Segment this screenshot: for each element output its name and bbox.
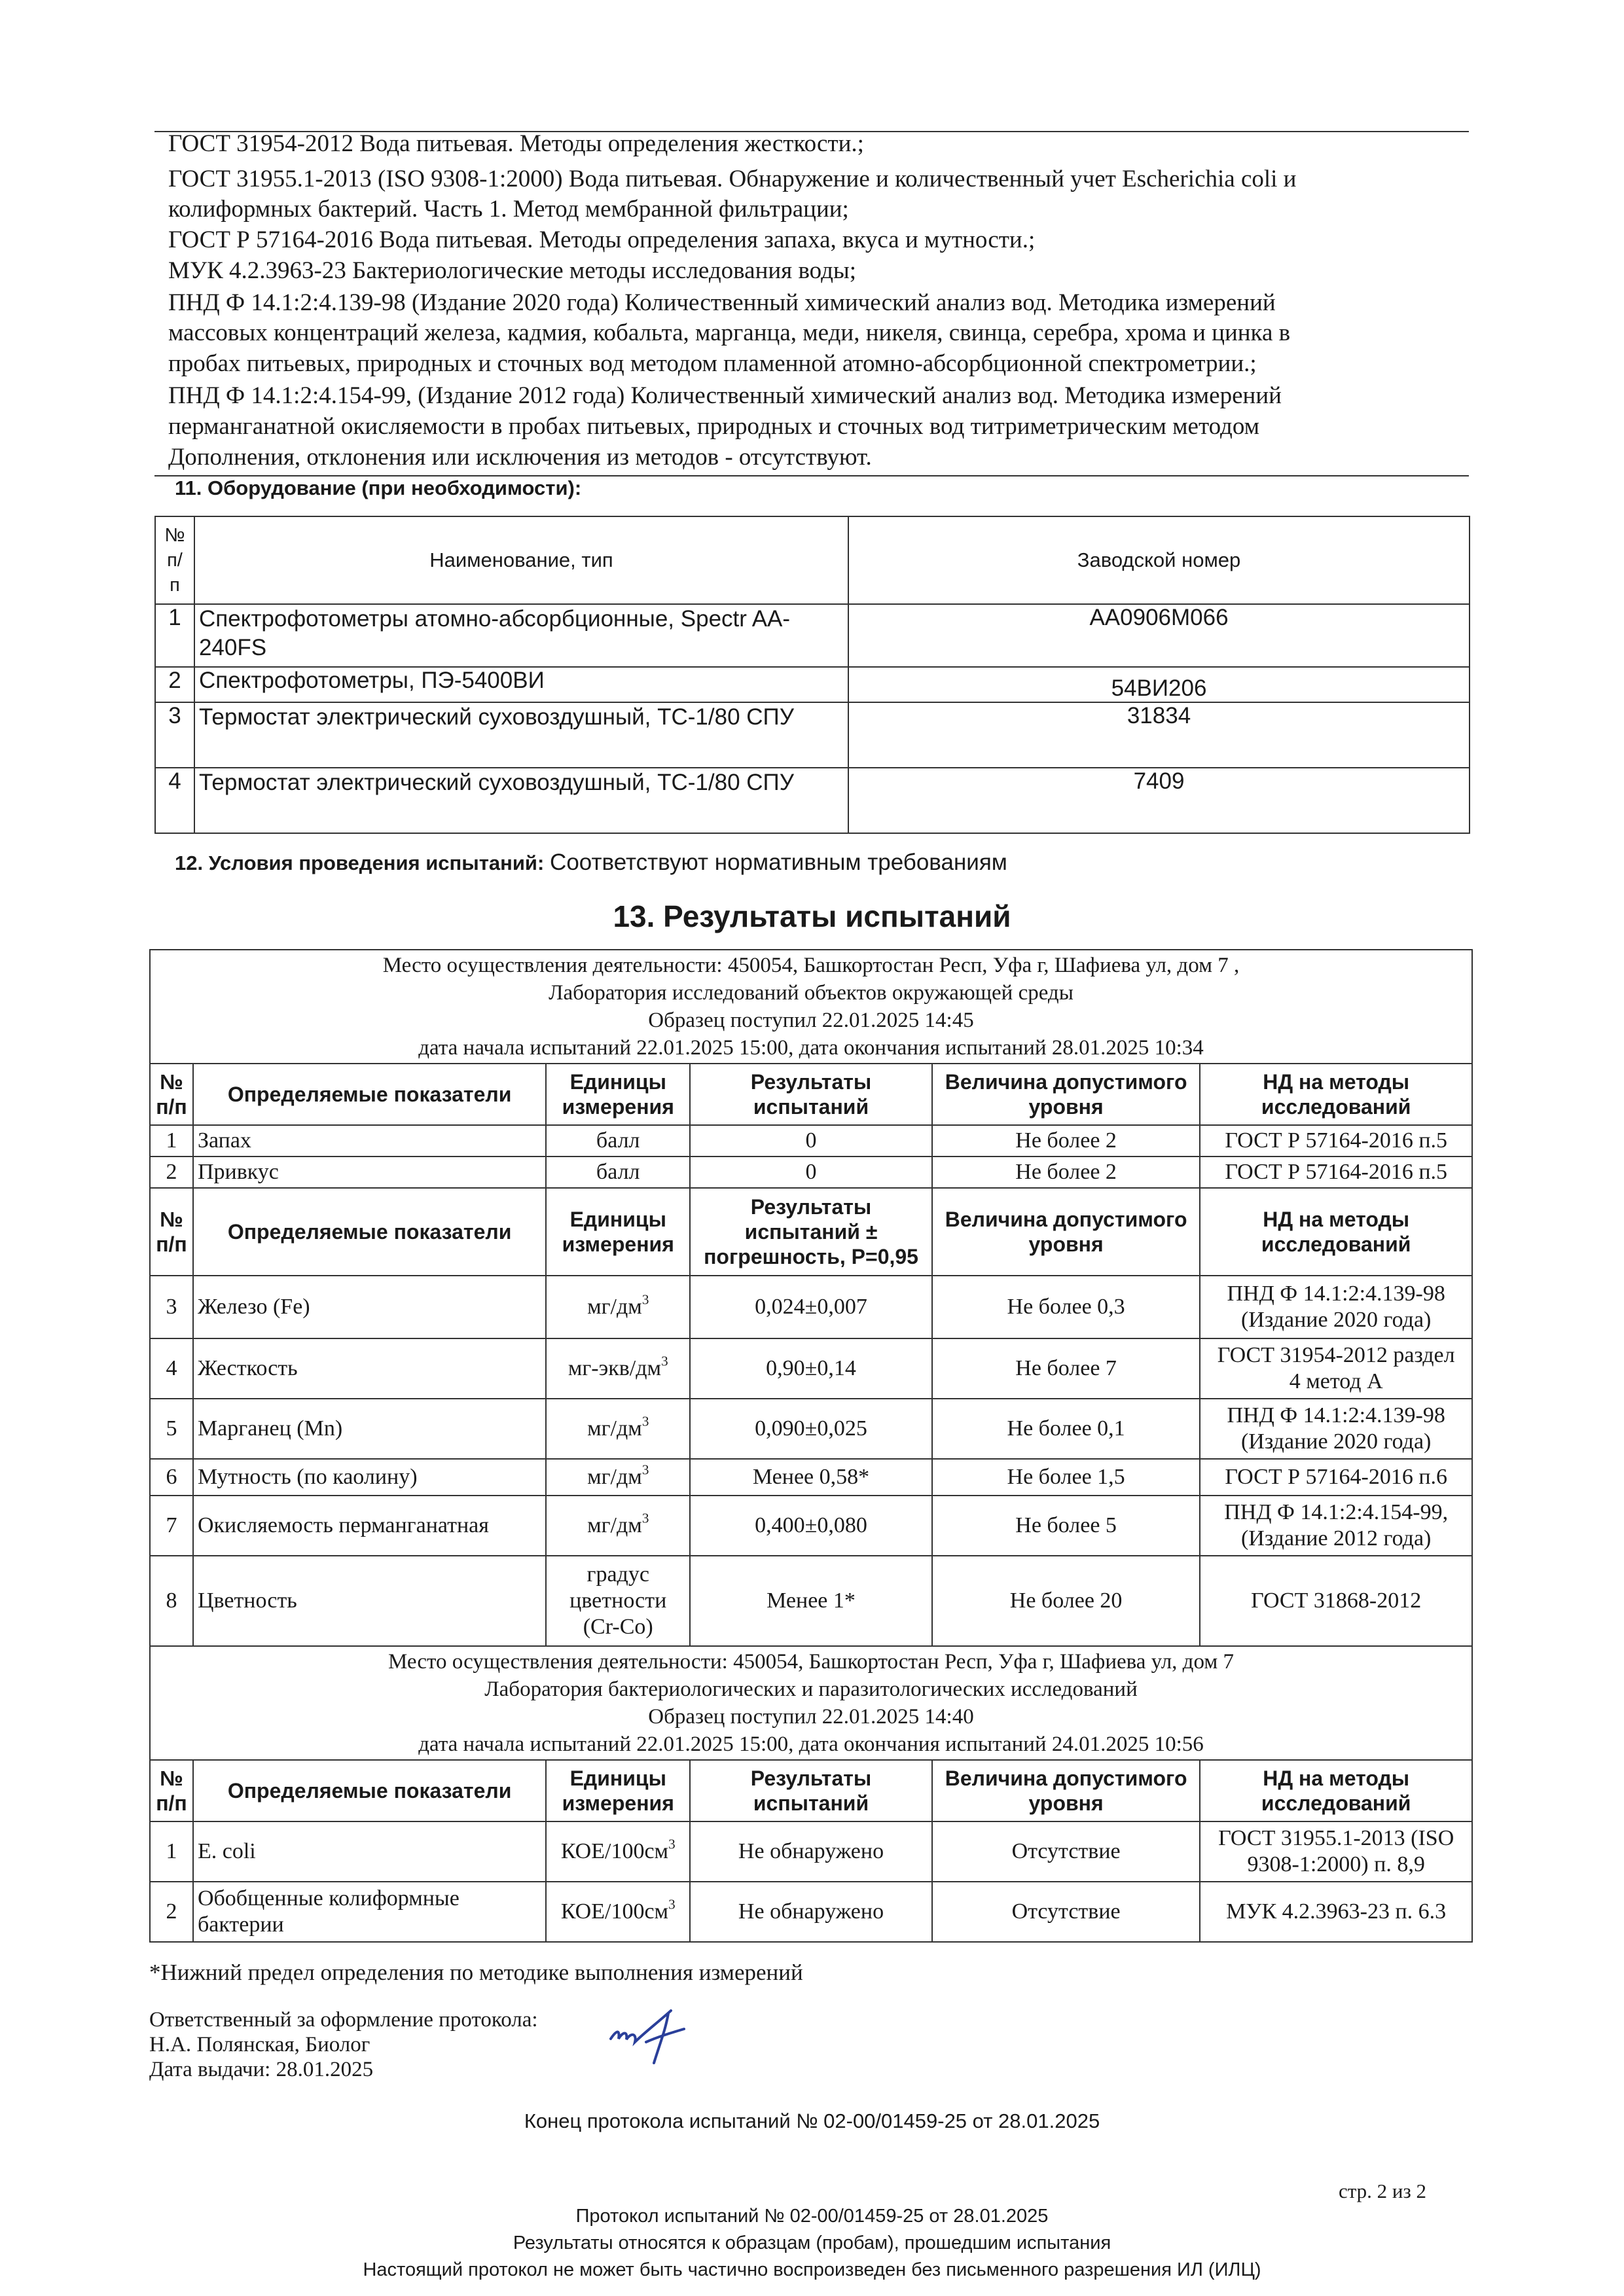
methods-line: пробах питьевых, природных и сточных вод методом пламенной атомно-абсорбционной спектрометрии.; xyxy=(168,350,1257,377)
equipment-serial: AA0906M066 xyxy=(848,604,1470,667)
row-num: 3 xyxy=(150,1276,193,1338)
row-norm: Отсутствие xyxy=(932,1882,1200,1942)
table-row xyxy=(150,1338,1472,1399)
row-result: 0,400±0,080 xyxy=(690,1496,932,1556)
table-row xyxy=(150,1821,1472,1882)
equipment-name: Термостат электрический суховоздушный, ТС-1/80 СПУ xyxy=(194,702,848,768)
row-norm: Не более 1,5 xyxy=(932,1459,1200,1496)
row-unit: балл xyxy=(546,1125,690,1157)
row-result: 0,90±0,14 xyxy=(690,1338,932,1399)
footer-scope: Результаты относятся к образцам (пробам), прошедшим испытания xyxy=(513,2233,1111,2253)
equipment-header-serial: Заводской номер xyxy=(848,516,1470,604)
responsible-block xyxy=(149,2007,538,2082)
row-result: Менее 0,58* xyxy=(690,1459,932,1496)
row-num: 2 xyxy=(150,1882,193,1942)
row-method: ГОСТ Р 57164-2016 п.5 xyxy=(1200,1125,1472,1157)
col-method: НД на методы исследований xyxy=(1200,1760,1472,1821)
methods-line: ГОСТ 31955.1-2013 (ISO 9308-1:2000) Вода питьевая. Обнаружение и количественный учет Escherichia coli и xyxy=(168,166,1297,192)
row-param: Мутность (по каолину) xyxy=(193,1459,546,1496)
issue-date: Дата выдачи: 28.01.2025 xyxy=(149,2058,374,2081)
equipment-row xyxy=(155,768,1470,833)
row-method: ПНД Ф 14.1:2:4.154-99, (Издание 2012 года) xyxy=(1200,1496,1472,1556)
equipment-header-num: № п/ п xyxy=(155,516,194,604)
col-result: Результаты испытаний xyxy=(690,1760,932,1821)
row-unit: $мг/дм^3$ xyxy=(546,1399,690,1459)
row-result: 0 xyxy=(690,1157,932,1188)
col-num: № п/п xyxy=(150,1064,193,1125)
row-method: ГОСТ Р 57164-2016 п.6 xyxy=(1200,1459,1472,1496)
equipment-row xyxy=(155,604,1470,667)
row-num: 6 xyxy=(150,1459,193,1496)
row-norm: Не более 0,1 xyxy=(932,1399,1200,1459)
col-param: Определяемые показатели xyxy=(193,1760,546,1821)
table-row xyxy=(150,1882,1472,1942)
equipment-name: Спектрофотометры атомно-абсорбционные, Spectr AA-240FS xyxy=(194,604,848,667)
methods-line: колиформных бактерий. Часть 1. Метод мембранной фильтрации; xyxy=(168,196,849,223)
col-num: № п/п xyxy=(150,1760,193,1821)
row-num: 5 xyxy=(150,1399,193,1459)
block2-received: Образец поступил 22.01.2025 14:40 xyxy=(648,1705,974,1729)
methods-line: массовых концентраций железа, кадмия, кобальта, марганца, меди, никеля, свинца, серебра, хрома и цинка в xyxy=(168,319,1291,346)
row-param: Цветность xyxy=(193,1556,546,1646)
methods-line: ПНД Ф 14.1:2:4.139-98 (Издание 2020 года) Количественный химический анализ вод. Методика измерений xyxy=(168,289,1276,316)
results-table xyxy=(149,949,1473,1943)
signature xyxy=(605,2003,704,2068)
page-footer xyxy=(0,2203,1624,2284)
row-param: Привкус xyxy=(193,1157,546,1188)
equipment-name: Термостат электрический суховоздушный, ТС-1/80 СПУ xyxy=(194,768,848,833)
row-num: 4 xyxy=(150,1338,193,1399)
table-header-row xyxy=(150,1760,1472,1821)
row-param: Окисляемость перманганатная xyxy=(193,1496,546,1556)
col-norm: Величина допустимого уровня xyxy=(932,1188,1200,1276)
row-norm: Не более 0,3 xyxy=(932,1276,1200,1338)
row-num: 7 xyxy=(150,1496,193,1556)
col-unit: Единицы измерения xyxy=(546,1188,690,1276)
table-row xyxy=(150,1399,1472,1459)
block1-header xyxy=(150,950,1472,1064)
methods-line: ГОСТ Р 57164-2016 Вода питьевая. Методы определения запаха, вкуса и мутности.; xyxy=(168,226,1036,253)
section12-value: Соответствуют нормативным требованиям xyxy=(550,850,1007,875)
section13-title: 13. Результаты испытаний xyxy=(613,899,1011,933)
block1-location: Место осуществления деятельности: 450054, Башкортостан Респ, Уфа г, Шафиева ул, дом 7 , xyxy=(382,954,1240,977)
equipment-name: Спектрофотометры, ПЭ-5400ВИ xyxy=(194,667,848,702)
row-unit: $мг/дм^3$ xyxy=(546,1496,690,1556)
table-row xyxy=(150,1276,1472,1338)
row-norm: Отсутствие xyxy=(932,1821,1200,1882)
footer-copy-notice: Настоящий протокол не может быть частично воспроизведен без письменного разрешения ИЛ (ИЛЦ) xyxy=(363,2259,1261,2280)
equipment-row xyxy=(155,702,1470,768)
row-result: Не обнаружено xyxy=(690,1821,932,1882)
row-norm: Не более 2 xyxy=(932,1125,1200,1157)
row-param: E. coli xyxy=(193,1821,546,1882)
equipment-table xyxy=(154,516,1470,834)
equipment-serial: 7409 xyxy=(848,768,1470,833)
row-norm: Не более 2 xyxy=(932,1157,1200,1188)
equipment-serial: 31834 xyxy=(848,702,1470,768)
row-num: 2 xyxy=(150,1157,193,1188)
equipment-header-name: Наименование, тип xyxy=(194,516,848,604)
end-of-protocol: Конец протокола испытаний № 02-00/01459-25 от 28.01.2025 xyxy=(524,2109,1100,2132)
row-result: Не обнаружено xyxy=(690,1882,932,1942)
table-row xyxy=(150,1556,1472,1646)
footnote: *Нижний предел определения по методике выполнения измерений xyxy=(149,1960,803,1985)
table-row xyxy=(150,1459,1472,1496)
row-method: ПНД Ф 14.1:2:4.139-98 (Издание 2020 года) xyxy=(1200,1276,1472,1338)
row-result: 0 xyxy=(690,1125,932,1157)
row-num: 8 xyxy=(150,1556,193,1646)
row-norm: Не более 7 xyxy=(932,1338,1200,1399)
row-param: Жесткость xyxy=(193,1338,546,1399)
row-method: ПНД Ф 14.1:2:4.139-98 (Издание 2020 года) xyxy=(1200,1399,1472,1459)
equipment-num: 2 xyxy=(155,667,194,702)
block1-lab: Лаборатория исследований объектов окружающей среды xyxy=(549,981,1074,1005)
row-unit: КОЕ/$100см^3$ xyxy=(546,1882,690,1942)
row-unit: КОЕ/$100см^3$ xyxy=(546,1821,690,1882)
row-result: Менее 1* xyxy=(690,1556,932,1646)
block1-dates: дата начала испытаний 22.01.2025 15:00, дата окончания испытаний 28.01.2025 10:34 xyxy=(418,1036,1204,1060)
row-result: 0,090±0,025 xyxy=(690,1399,932,1459)
section11-title: 11. Оборудование (при необходимости): xyxy=(175,476,582,499)
methods-line: Дополнения, отклонения или исключения из методов - отсутствуют. xyxy=(168,444,872,471)
row-method: ГОСТ 31868-2012 xyxy=(1200,1556,1472,1646)
col-unit: Единицы измерения xyxy=(546,1760,690,1821)
equipment-num: 4 xyxy=(155,768,194,833)
table-header-row xyxy=(150,1064,1472,1125)
equipment-row xyxy=(155,667,1470,702)
methods-line: ПНД Ф 14.1:2:4.154-99, (Издание 2012 года) Количественный химический анализ вод. Методика измерений xyxy=(168,382,1282,409)
col-param: Определяемые показатели xyxy=(193,1188,546,1276)
col-result: Результаты испытаний xyxy=(690,1064,932,1125)
table-row xyxy=(150,1496,1472,1556)
section12-label: 12. Условия проведения испытаний: xyxy=(175,852,545,874)
responsible-person: Н.А. Полянская, Биолог xyxy=(149,2033,370,2056)
row-method: ГОСТ Р 57164-2016 п.5 xyxy=(1200,1157,1472,1188)
row-unit: балл xyxy=(546,1157,690,1188)
col-num: № п/п xyxy=(150,1188,193,1276)
block2-header xyxy=(150,1646,1472,1760)
row-param: Марганец (Mn) xyxy=(193,1399,546,1459)
col-result-error: Результаты испытаний ± погрешность, Р=0,95 xyxy=(690,1188,932,1276)
methods-line: МУК 4.2.3963-23 Бактериологические методы исследования воды; xyxy=(168,257,857,284)
row-unit: $мг/дм^3$ xyxy=(546,1459,690,1496)
equipment-serial: 54ВИ206 xyxy=(848,667,1470,702)
section12 xyxy=(175,848,1007,878)
equipment-num: 3 xyxy=(155,702,194,768)
page-number: стр. 2 из 2 xyxy=(1338,2179,1426,2202)
table-row xyxy=(150,1125,1472,1157)
responsible-title: Ответственный за оформление протокола: xyxy=(149,2008,538,2032)
footer-protocol: Протокол испытаний № 02-00/01459-25 от 28.01.2025 xyxy=(575,2206,1049,2227)
row-norm: Не более 5 xyxy=(932,1496,1200,1556)
block2-lab: Лаборатория бактериологических и паразитологических исследований xyxy=(484,1677,1138,1701)
row-unit: $мг/дм^3$ xyxy=(546,1276,690,1338)
row-num: 1 xyxy=(150,1125,193,1157)
row-num: 1 xyxy=(150,1821,193,1882)
col-norm: Величина допустимого уровня xyxy=(932,1064,1200,1125)
table-row xyxy=(150,1157,1472,1188)
row-method: ГОСТ 31955.1-2013 (ISO 9308-1:2000) п. 8,9 xyxy=(1200,1821,1472,1882)
col-method: НД на методы исследований xyxy=(1200,1064,1472,1125)
row-param: Железо (Fe) xyxy=(193,1276,546,1338)
methods-line: ГОСТ 31954-2012 Вода питьевая. Методы определения жесткости.; xyxy=(168,130,864,157)
row-result: 0,024±0,007 xyxy=(690,1276,932,1338)
block2-dates: дата начала испытаний 22.01.2025 15:00, дата окончания испытаний 24.01.2025 10:56 xyxy=(418,1732,1204,1756)
col-unit: Единицы измерения xyxy=(546,1064,690,1125)
row-method: МУК 4.2.3963-23 п. 6.3 xyxy=(1200,1882,1472,1942)
methods-line: перманганатной окисляемости в пробах питьевых, природных и сточных вод титриметрическим методом xyxy=(168,413,1260,440)
block2-location: Место осуществления деятельности: 450054, Башкортостан Респ, Уфа г, Шафиева ул, дом 7 xyxy=(388,1650,1234,1674)
row-norm: Не более 20 xyxy=(932,1556,1200,1646)
col-norm: Величина допустимого уровня xyxy=(932,1760,1200,1821)
row-method: ГОСТ 31954-2012 раздел 4 метод А xyxy=(1200,1338,1472,1399)
equipment-num: 1 xyxy=(155,604,194,667)
table-header-row xyxy=(150,1188,1472,1276)
row-unit: градус цветности (Cr-Co) xyxy=(546,1556,690,1646)
col-param: Определяемые показатели xyxy=(193,1064,546,1125)
row-param: Запах xyxy=(193,1125,546,1157)
row-param: Обобщенные колиформные бактерии xyxy=(193,1882,546,1942)
row-unit: $мг-экв/дм^3$ xyxy=(546,1338,690,1399)
block1-received: Образец поступил 22.01.2025 14:45 xyxy=(648,1009,974,1032)
col-method: НД на методы исследований xyxy=(1200,1188,1472,1276)
